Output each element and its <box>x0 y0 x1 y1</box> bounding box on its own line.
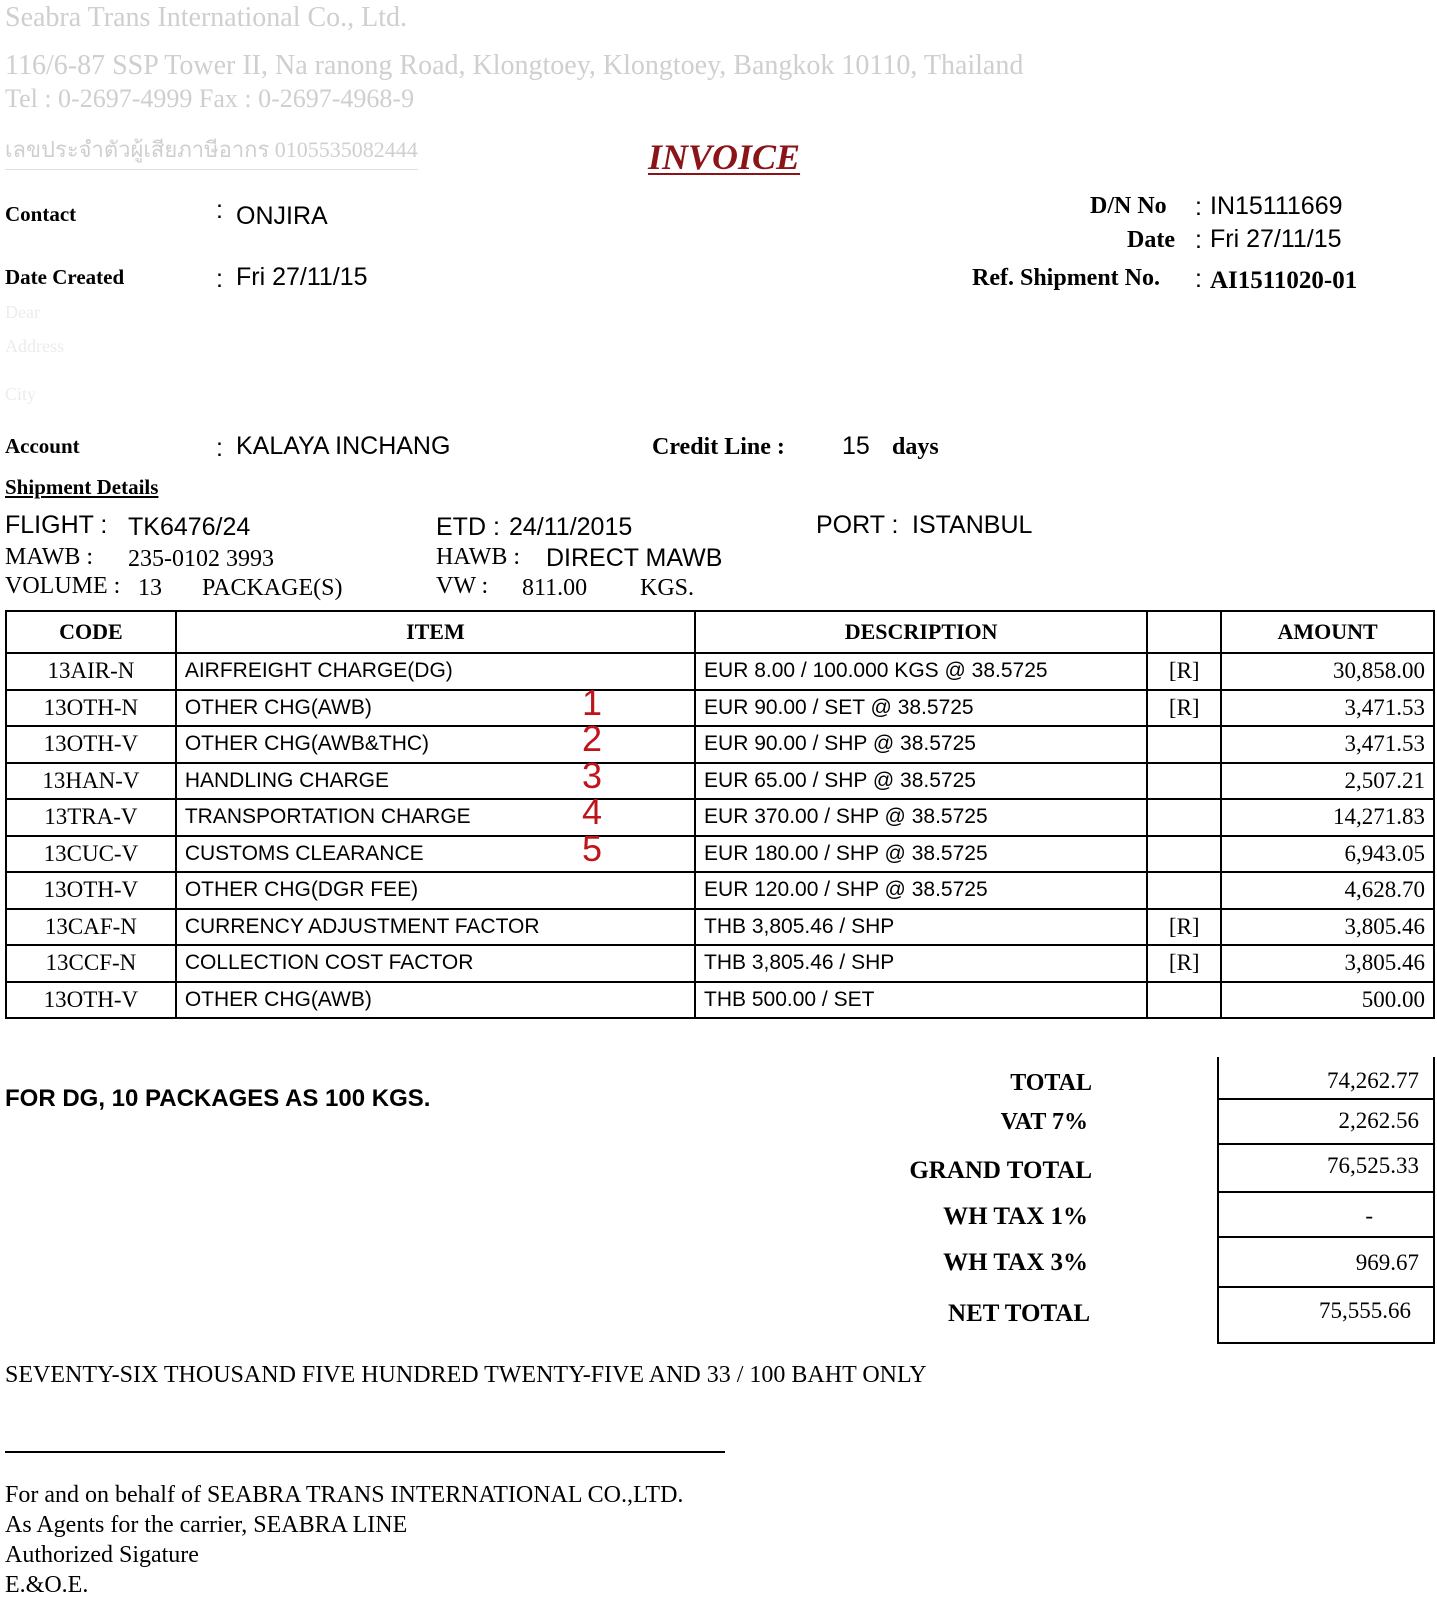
row-amount-text: 500.00 <box>1361 986 1425 1012</box>
row-item-text: CUSTOMS CLEARANCE <box>184 841 424 865</box>
credit-line-value: 15 <box>842 432 870 460</box>
row-description-text: EUR 90.00 / SET @ 38.5725 <box>704 695 974 719</box>
row-amount-text: 3,471.53 <box>1344 694 1425 720</box>
annotation-number: 3 <box>581 754 603 796</box>
row-description-text: EUR 180.00 / SHP @ 38.5725 <box>704 841 988 865</box>
table-row <box>6 945 1434 982</box>
contact-label: Contact <box>5 202 77 226</box>
contact-colon: : <box>216 196 223 224</box>
footer-line-1: For and on behalf of SEABRA TRANS INTERNATIONAL CO.,LTD. <box>5 1482 684 1508</box>
row-item <box>176 909 695 946</box>
row-description-text: THB 3,805.46 / SHP <box>704 914 895 938</box>
date-value: Fri 27/11/15 <box>1210 225 1342 253</box>
row-code-text: 13AIR-N <box>47 658 135 684</box>
row-code <box>6 836 176 873</box>
flight-label: FLIGHT : <box>5 511 108 539</box>
row-item-text: TRANSPORTATION CHARGE <box>184 805 471 829</box>
row-amount-text: 3,805.46 <box>1344 950 1425 976</box>
wh-tax-3-value: 969.67 <box>1217 1238 1435 1288</box>
contact-value: ONJIRA <box>236 202 328 230</box>
vw-value: 811.00 <box>522 575 588 601</box>
row-amount <box>1221 690 1434 727</box>
company-name: Seabra Trans International Co., Ltd. <box>5 2 408 33</box>
vw-unit: KGS. <box>640 575 695 601</box>
row-code-text: 13CUC-V <box>43 840 139 866</box>
row-code <box>6 909 176 946</box>
row-flag <box>1147 945 1221 982</box>
faded-city-label: City <box>5 384 37 404</box>
row-description-text: THB 500.00 / SET <box>704 987 875 1011</box>
row-description <box>695 945 1147 982</box>
footer-line-4: E.&O.E. <box>5 1572 89 1598</box>
row-code-text: 13OTH-V <box>43 731 139 757</box>
dn-no-label: D/N No <box>1090 193 1167 219</box>
total-label: TOTAL <box>1010 1070 1092 1096</box>
net-total-value: 75,555.66 <box>1217 1288 1435 1344</box>
row-code <box>6 799 176 836</box>
row-amount <box>1221 763 1434 800</box>
footer-line-2: As Agents for the carrier, SEABRA LINE <box>5 1512 408 1538</box>
row-description-text: EUR 370.00 / SHP @ 38.5725 <box>704 805 988 829</box>
row-code-text: 13OTH-V <box>43 986 139 1012</box>
mawb-value: 235-0102 3993 <box>128 546 274 572</box>
row-item <box>176 872 695 909</box>
row-amount <box>1221 799 1434 836</box>
company-tax-id: เลขประจำตัวผู้เสียภาษีอากร 0105535082444 <box>5 132 418 170</box>
table-header-row <box>6 611 1434 653</box>
date-created-label: Date Created <box>5 265 125 289</box>
etd-label: ETD : <box>436 513 500 541</box>
row-code-text: 13OTH-V <box>43 877 139 903</box>
hawb-label: HAWB : <box>436 544 521 570</box>
row-item <box>176 718 695 763</box>
row-item <box>176 827 695 873</box>
table-row <box>6 763 1434 800</box>
vat-label: VAT 7% <box>1000 1109 1088 1135</box>
row-item <box>176 945 695 982</box>
row-item-text: OTHER CHG(AWB) <box>184 987 372 1011</box>
row-description <box>695 799 1147 836</box>
volume-unit: PACKAGE(S) <box>202 575 343 601</box>
date-created-colon: : <box>216 265 223 293</box>
ref-shipment-label: Ref. Shipment No. <box>972 265 1161 291</box>
row-code-text: 13CAF-N <box>44 913 137 939</box>
company-address: 116/6-87 SSP Tower II, Na ranong Road, Klongtoey, Klongtoey, Bangkok 10110, Thailand <box>5 50 1024 81</box>
row-flag-text: [R] <box>1168 694 1200 720</box>
table-row <box>6 982 1434 1019</box>
row-description <box>695 653 1147 690</box>
row-flag <box>1147 799 1221 836</box>
document-title: INVOICE <box>648 137 801 177</box>
wh-tax-1-label: WH TAX 1% <box>943 1203 1088 1230</box>
row-description-text: EUR 90.00 / SHP @ 38.5725 <box>704 732 976 756</box>
account-label: Account <box>5 434 80 458</box>
wh-tax-3-label: WH TAX 3% <box>943 1249 1088 1276</box>
row-description <box>695 690 1147 727</box>
footer-line-3: Authorized Sigature <box>5 1542 199 1568</box>
table-row <box>6 726 1434 763</box>
row-flag <box>1147 909 1221 946</box>
net-total-label: NET TOTAL <box>948 1300 1090 1327</box>
table-row <box>6 653 1434 690</box>
table-row <box>6 836 1434 873</box>
row-code-text: 13HAN-V <box>42 767 140 793</box>
row-item <box>176 982 695 1019</box>
table-row <box>6 799 1434 836</box>
row-flag <box>1147 763 1221 800</box>
credit-line-unit: days <box>892 434 939 460</box>
row-amount <box>1221 836 1434 873</box>
dn-no-colon: : <box>1195 193 1202 221</box>
row-amount <box>1221 945 1434 982</box>
header-amount: AMOUNT <box>1221 611 1434 653</box>
row-amount-text: 6,943.05 <box>1344 840 1425 866</box>
annotation-number: 5 <box>581 827 603 869</box>
row-description-text: EUR 8.00 / 100.000 KGS @ 38.5725 <box>704 659 1048 683</box>
row-amount-text: 2,507.21 <box>1344 767 1425 793</box>
row-item-text: HANDLING CHARGE <box>184 768 390 792</box>
account-colon: : <box>216 434 223 462</box>
charges-table <box>5 610 1435 1019</box>
mawb-label: MAWB : <box>5 544 94 570</box>
header-item: ITEM <box>176 611 695 653</box>
vat-value: 2,262.56 <box>1217 1100 1435 1145</box>
row-item-text: AIRFREIGHT CHARGE(DG) <box>184 659 453 683</box>
row-amount-text: 4,628.70 <box>1344 877 1425 903</box>
grand-total-label: GRAND TOTAL <box>909 1157 1092 1184</box>
row-description <box>695 836 1147 873</box>
date-created-value: Fri 27/11/15 <box>236 263 368 291</box>
credit-line-label: Credit Line : <box>652 434 785 460</box>
row-item <box>176 791 695 836</box>
row-code <box>6 726 176 763</box>
row-description <box>695 726 1147 763</box>
row-code <box>6 690 176 727</box>
row-code <box>6 653 176 690</box>
row-item-text: OTHER CHG(AWB&THC) <box>184 732 430 756</box>
table-row <box>6 872 1434 909</box>
row-flag-text: [R] <box>1168 913 1200 939</box>
table-row <box>6 690 1434 727</box>
row-flag-text: [R] <box>1168 658 1200 684</box>
row-description <box>695 909 1147 946</box>
header-code: CODE <box>6 611 176 653</box>
row-amount-text: 3,471.53 <box>1344 731 1425 757</box>
header-description: DESCRIPTION <box>695 611 1147 653</box>
row-code-text: 13CCF-N <box>45 950 137 976</box>
etd-value: 24/11/2015 <box>509 513 633 541</box>
row-description-text: EUR 120.00 / SHP @ 38.5725 <box>704 878 988 902</box>
row-code <box>6 763 176 800</box>
vw-label: VW : <box>436 573 489 599</box>
row-item <box>176 653 695 690</box>
account-value: KALAYA INCHANG <box>236 432 451 460</box>
row-flag-text: [R] <box>1168 950 1200 976</box>
row-description-text: THB 3,805.46 / SHP <box>704 951 895 975</box>
grand-total-value: 76,525.33 <box>1217 1145 1435 1193</box>
row-flag <box>1147 982 1221 1019</box>
row-amount <box>1221 909 1434 946</box>
flight-value: TK6476/24 <box>128 513 251 541</box>
row-amount <box>1221 982 1434 1019</box>
wh-tax-1-value: - <box>1217 1193 1435 1238</box>
port-label: PORT : <box>816 511 899 539</box>
row-item-text: OTHER CHG(DGR FEE) <box>184 878 419 902</box>
row-flag <box>1147 836 1221 873</box>
row-flag <box>1147 726 1221 763</box>
row-item-text: COLLECTION COST FACTOR <box>184 951 474 975</box>
row-code-text: 13OTH-N <box>43 694 139 720</box>
ref-shipment-value: AI1511020-01 <box>1210 267 1358 294</box>
shipment-details-title: Shipment Details <box>5 475 159 499</box>
row-description <box>695 982 1147 1019</box>
row-item <box>176 681 695 727</box>
hawb-value: DIRECT MAWB <box>546 544 723 572</box>
amount-in-words: SEVENTY-SIX THOUSAND FIVE HUNDRED TWENTY-FIVE AND 33 / 100 BAHT ONLY <box>5 1362 927 1388</box>
volume-value: 13 <box>138 575 162 601</box>
row-code <box>6 945 176 982</box>
ref-shipment-colon: : <box>1195 265 1202 293</box>
faded-dear-label: Dear <box>5 302 40 322</box>
header-flag <box>1147 611 1221 653</box>
row-amount <box>1221 872 1434 909</box>
annotation-number: 1 <box>581 681 603 723</box>
row-flag <box>1147 690 1221 727</box>
row-amount-text: 3,805.46 <box>1344 913 1425 939</box>
row-flag <box>1147 653 1221 690</box>
row-item-text: OTHER CHG(AWB) <box>184 695 372 719</box>
total-value: 74,262.77 <box>1217 1057 1435 1100</box>
row-code <box>6 872 176 909</box>
faded-address-label: Address <box>5 336 64 356</box>
signature-line <box>5 1451 725 1453</box>
date-colon: : <box>1195 226 1202 254</box>
date-label: Date <box>1127 227 1175 253</box>
row-code-text: 13TRA-V <box>44 804 138 830</box>
dn-no-value: IN15111669 <box>1210 192 1343 220</box>
row-item-text: CURRENCY ADJUSTMENT FACTOR <box>184 914 540 938</box>
port-value: ISTANBUL <box>912 511 1033 539</box>
row-description-text: EUR 65.00 / SHP @ 38.5725 <box>704 768 976 792</box>
row-amount-text: 30,858.00 <box>1333 658 1425 684</box>
row-amount <box>1221 653 1434 690</box>
table-row <box>6 909 1434 946</box>
row-amount <box>1221 726 1434 763</box>
company-phone-fax: Tel : 0-2697-4999 Fax : 0-2697-4968-9 <box>5 84 415 113</box>
volume-label: VOLUME : <box>5 573 121 599</box>
row-amount-text: 14,271.83 <box>1333 804 1425 830</box>
row-code <box>6 982 176 1019</box>
row-description <box>695 872 1147 909</box>
row-flag <box>1147 872 1221 909</box>
annotation-number: 4 <box>581 791 603 832</box>
row-item <box>176 754 695 800</box>
row-description <box>695 763 1147 800</box>
dg-note: FOR DG, 10 PACKAGES AS 100 KGS. <box>5 1085 431 1112</box>
annotation-number: 2 <box>581 718 603 759</box>
